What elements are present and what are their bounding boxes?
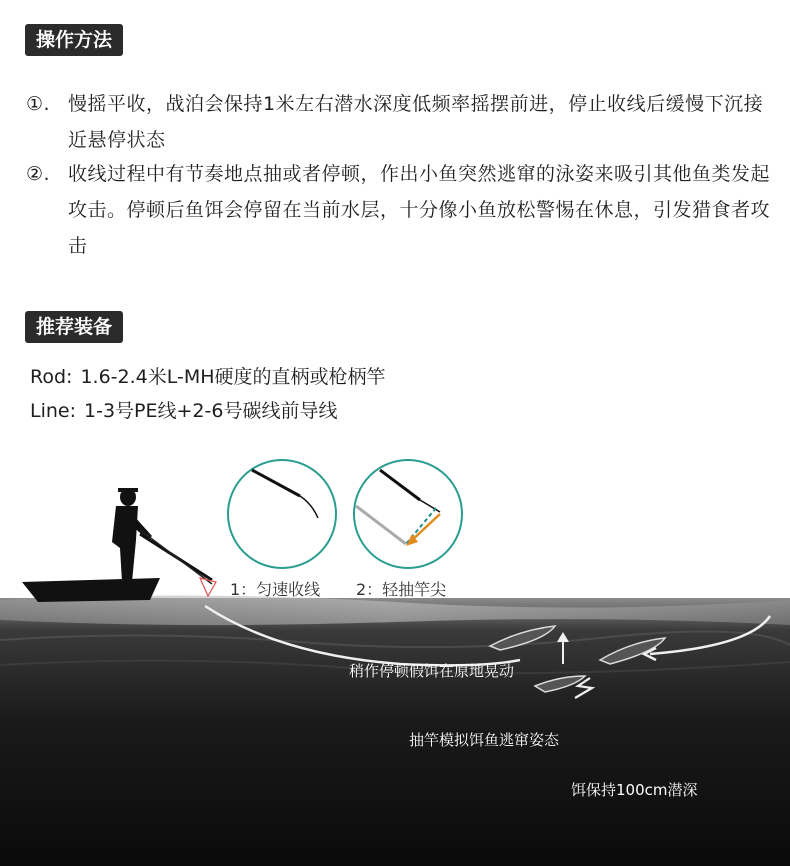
line-key: Line: [30,400,76,422]
step-1 [26,86,780,158]
step-2-number: ②. [26,163,51,185]
equipment-line [30,396,337,426]
equipment-rod [30,362,386,392]
step-2-text: 收线过程中有节奏地点抽或者停顿，作出小鱼突然逃窜的泳姿来吸引其他鱼类发起攻击。停顿后鱼饵会停留在当前水层，十分像小鱼放松警惕在休息，引发猎食者攻击 [68,163,771,257]
operation-heading: 操作方法 [25,24,123,56]
retrieve-diagram [0,450,790,866]
circle-steady-retrieve [228,460,336,568]
step-1-number: ①. [26,93,51,115]
caption-twitch-tip: 2：轻抽竿尖 [356,580,447,599]
circle-twitch-tip [354,460,462,568]
label-depth: 饵保持100cm潜深 [571,781,698,799]
rod-key: Rod: [30,366,73,388]
label-pause-shake: 稍作停顿假饵在原地晃动 [349,662,515,680]
step-1-text: 慢摇平收，战泊会保持1米左右潜水深度低频率摇摆前进，停止收线后缓慢下沉接近悬停状态 [68,93,764,151]
caption-steady-retrieve: 1：匀速收线 [230,580,321,599]
step-2 [26,156,780,264]
line-value: 1-3号PE线+2-6号碳线前导线 [84,400,338,422]
label-twitch-escape: 抽竿模拟饵鱼逃窜姿态 [409,731,560,749]
water-area [0,598,790,866]
boat [22,578,160,602]
equipment-heading: 推荐装备 [25,311,123,343]
rod-value: 1.6-2.4米L-MH硬度的直柄或枪柄竿 [80,366,386,388]
